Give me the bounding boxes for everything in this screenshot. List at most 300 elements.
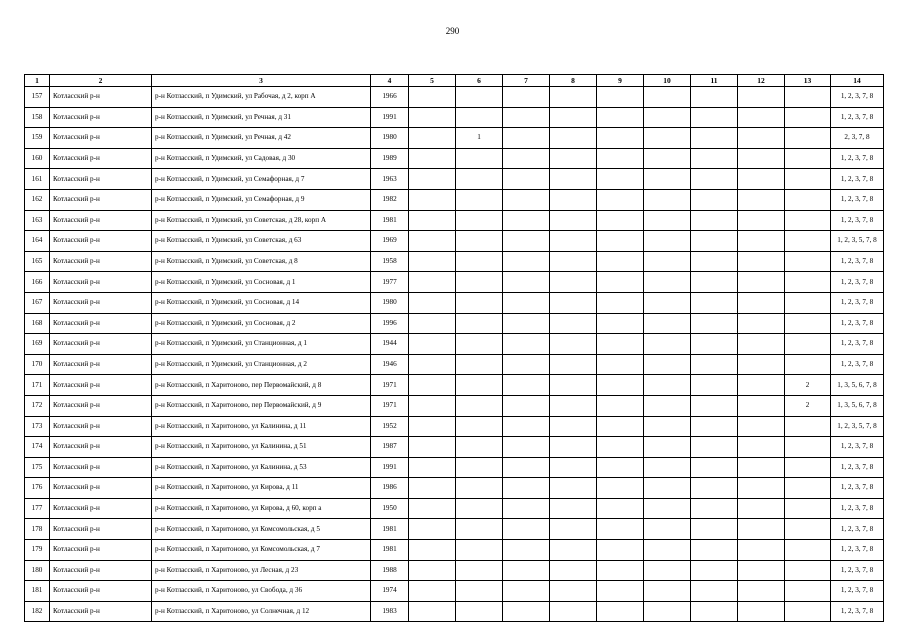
cell-col-7 <box>503 169 550 190</box>
cell-col-11 <box>691 169 738 190</box>
table-row <box>25 540 884 561</box>
cell-col-8 <box>550 272 597 293</box>
cell-col-1: 178 <box>25 519 50 540</box>
cell-col-1: 157 <box>25 87 50 108</box>
cell-col-1: 163 <box>25 210 50 231</box>
cell-col-7 <box>503 87 550 108</box>
cell-col-13 <box>785 251 831 272</box>
cell-col-4: 1981 <box>371 540 409 561</box>
cell-col-1: 168 <box>25 313 50 334</box>
cell-col-3: р-н Котласский, п Харитоново, ул Калинина, д 11 <box>152 416 371 437</box>
cell-col-4: 1980 <box>371 128 409 149</box>
cell-col-4: 1980 <box>371 292 409 313</box>
cell-col-12 <box>738 581 785 602</box>
cell-col-8 <box>550 334 597 355</box>
cell-col-1: 177 <box>25 498 50 519</box>
cell-col-12 <box>738 128 785 149</box>
cell-col-12 <box>738 601 785 622</box>
cell-col-2: Котласский р-н <box>50 128 152 149</box>
cell-col-2: Котласский р-н <box>50 416 152 437</box>
column-header-10: 10 <box>644 75 691 87</box>
cell-col-3: р-н Котласский, п Удимский, ул Рабочая, д 2, корп А <box>152 87 371 108</box>
cell-col-14: 1, 2, 3, 7, 8 <box>831 457 884 478</box>
cell-col-13 <box>785 416 831 437</box>
cell-col-2: Котласский р-н <box>50 169 152 190</box>
cell-col-7 <box>503 334 550 355</box>
cell-col-2: Котласский р-н <box>50 395 152 416</box>
table-row <box>25 210 884 231</box>
cell-col-6 <box>456 457 503 478</box>
cell-col-7 <box>503 313 550 334</box>
cell-col-9 <box>597 437 644 458</box>
cell-col-11 <box>691 437 738 458</box>
cell-col-1: 160 <box>25 148 50 169</box>
table-row <box>25 169 884 190</box>
cell-col-5 <box>409 437 456 458</box>
cell-col-9 <box>597 416 644 437</box>
cell-col-4: 1958 <box>371 251 409 272</box>
cell-col-7 <box>503 437 550 458</box>
table-row <box>25 148 884 169</box>
cell-col-10 <box>644 581 691 602</box>
cell-col-9 <box>597 395 644 416</box>
cell-col-9 <box>597 540 644 561</box>
cell-col-7 <box>503 416 550 437</box>
cell-col-4: 1971 <box>371 395 409 416</box>
cell-col-4: 1971 <box>371 375 409 396</box>
cell-col-13 <box>785 107 831 128</box>
cell-col-2: Котласский р-н <box>50 375 152 396</box>
cell-col-12 <box>738 498 785 519</box>
cell-col-5 <box>409 231 456 252</box>
cell-col-5 <box>409 169 456 190</box>
cell-col-11 <box>691 148 738 169</box>
cell-col-13 <box>785 169 831 190</box>
cell-col-13 <box>785 210 831 231</box>
cell-col-14: 1, 2, 3, 7, 8 <box>831 601 884 622</box>
cell-col-14: 1, 2, 3, 7, 8 <box>831 251 884 272</box>
column-header-7: 7 <box>503 75 550 87</box>
cell-col-12 <box>738 540 785 561</box>
cell-col-9 <box>597 128 644 149</box>
cell-col-9 <box>597 313 644 334</box>
cell-col-6 <box>456 601 503 622</box>
cell-col-4: 1982 <box>371 189 409 210</box>
cell-col-3: р-н Котласский, п Харитоново, ул Кирова, д 60, корп а <box>152 498 371 519</box>
cell-col-9 <box>597 498 644 519</box>
cell-col-9 <box>597 375 644 396</box>
cell-col-6 <box>456 251 503 272</box>
cell-col-3: р-н Котласский, п Удимский, ул Речная, д 31 <box>152 107 371 128</box>
cell-col-12 <box>738 375 785 396</box>
cell-col-12 <box>738 519 785 540</box>
cell-col-5 <box>409 87 456 108</box>
cell-col-4: 1987 <box>371 437 409 458</box>
cell-col-7 <box>503 375 550 396</box>
table-row <box>25 107 884 128</box>
cell-col-4: 1952 <box>371 416 409 437</box>
cell-col-2: Котласский р-н <box>50 498 152 519</box>
cell-col-6 <box>456 416 503 437</box>
cell-col-10 <box>644 272 691 293</box>
cell-col-3: р-н Котласский, п Удимский, ул Станционная, д 2 <box>152 354 371 375</box>
cell-col-6 <box>456 313 503 334</box>
cell-col-1: 169 <box>25 334 50 355</box>
cell-col-6 <box>456 540 503 561</box>
cell-col-5 <box>409 210 456 231</box>
cell-col-1: 173 <box>25 416 50 437</box>
cell-col-7 <box>503 354 550 375</box>
cell-col-6 <box>456 354 503 375</box>
cell-col-14: 1, 2, 3, 7, 8 <box>831 189 884 210</box>
cell-col-10 <box>644 478 691 499</box>
cell-col-12 <box>738 457 785 478</box>
cell-col-14: 1, 2, 3, 7, 8 <box>831 148 884 169</box>
cell-col-10 <box>644 416 691 437</box>
cell-col-14: 1, 2, 3, 7, 8 <box>831 87 884 108</box>
cell-col-7 <box>503 519 550 540</box>
cell-col-8 <box>550 519 597 540</box>
cell-col-6 <box>456 107 503 128</box>
page-number: 290 <box>445 26 460 36</box>
cell-col-13 <box>785 560 831 581</box>
cell-col-5 <box>409 601 456 622</box>
cell-col-8 <box>550 251 597 272</box>
cell-col-3: р-н Котласский, п Харитоново, пер Первомайский, д 8 <box>152 375 371 396</box>
column-header-3: 3 <box>152 75 371 87</box>
cell-col-11 <box>691 498 738 519</box>
cell-col-10 <box>644 189 691 210</box>
cell-col-10 <box>644 560 691 581</box>
cell-col-1: 166 <box>25 272 50 293</box>
cell-col-9 <box>597 581 644 602</box>
cell-col-12 <box>738 251 785 272</box>
cell-col-11 <box>691 87 738 108</box>
column-header-4: 4 <box>371 75 409 87</box>
cell-col-11 <box>691 519 738 540</box>
cell-col-2: Котласский р-н <box>50 354 152 375</box>
header-row <box>25 75 884 87</box>
cell-col-8 <box>550 395 597 416</box>
cell-col-13 <box>785 87 831 108</box>
cell-col-1: 170 <box>25 354 50 375</box>
cell-col-5 <box>409 128 456 149</box>
cell-col-11 <box>691 107 738 128</box>
cell-col-14: 1, 2, 3, 7, 8 <box>831 498 884 519</box>
cell-col-14: 1, 2, 3, 7, 8 <box>831 478 884 499</box>
cell-col-2: Котласский р-н <box>50 519 152 540</box>
cell-col-6 <box>456 272 503 293</box>
register-table <box>24 74 884 622</box>
cell-col-10 <box>644 437 691 458</box>
cell-col-9 <box>597 87 644 108</box>
cell-col-8 <box>550 478 597 499</box>
cell-col-6 <box>456 375 503 396</box>
cell-col-5 <box>409 581 456 602</box>
cell-col-10 <box>644 601 691 622</box>
cell-col-13 <box>785 272 831 293</box>
cell-col-6 <box>456 231 503 252</box>
cell-col-12 <box>738 231 785 252</box>
cell-col-14: 1, 3, 5, 6, 7, 8 <box>831 375 884 396</box>
cell-col-11 <box>691 128 738 149</box>
cell-col-9 <box>597 189 644 210</box>
cell-col-13 <box>785 354 831 375</box>
cell-col-5 <box>409 272 456 293</box>
cell-col-3: р-н Котласский, п Удимский, ул Станционная, д 1 <box>152 334 371 355</box>
cell-col-7 <box>503 457 550 478</box>
cell-col-4: 1989 <box>371 148 409 169</box>
cell-col-6 <box>456 519 503 540</box>
cell-col-4: 1986 <box>371 478 409 499</box>
table-row <box>25 560 884 581</box>
cell-col-6: 1 <box>456 128 503 149</box>
cell-col-4: 1969 <box>371 231 409 252</box>
table-row <box>25 581 884 602</box>
cell-col-1: 181 <box>25 581 50 602</box>
column-header-5: 5 <box>409 75 456 87</box>
cell-col-2: Котласский р-н <box>50 87 152 108</box>
cell-col-6 <box>456 169 503 190</box>
cell-col-10 <box>644 498 691 519</box>
cell-col-6 <box>456 498 503 519</box>
cell-col-9 <box>597 478 644 499</box>
cell-col-12 <box>738 334 785 355</box>
cell-col-11 <box>691 313 738 334</box>
cell-col-4: 1988 <box>371 560 409 581</box>
cell-col-12 <box>738 210 785 231</box>
cell-col-10 <box>644 354 691 375</box>
cell-col-3: р-н Котласский, п Удимский, ул Сосновая, д 14 <box>152 292 371 313</box>
cell-col-4: 1977 <box>371 272 409 293</box>
cell-col-13: 2 <box>785 375 831 396</box>
cell-col-2: Котласский р-н <box>50 334 152 355</box>
cell-col-3: р-н Котласский, п Удимский, ул Советская, д 8 <box>152 251 371 272</box>
cell-col-5 <box>409 540 456 561</box>
cell-col-10 <box>644 128 691 149</box>
cell-col-12 <box>738 560 785 581</box>
cell-col-3: р-н Котласский, п Удимский, ул Семафорная, д 7 <box>152 169 371 190</box>
cell-col-6 <box>456 560 503 581</box>
cell-col-6 <box>456 478 503 499</box>
cell-col-14: 1, 3, 5, 6, 7, 8 <box>831 395 884 416</box>
cell-col-11 <box>691 478 738 499</box>
cell-col-2: Котласский р-н <box>50 478 152 499</box>
cell-col-7 <box>503 231 550 252</box>
cell-col-2: Котласский р-н <box>50 231 152 252</box>
column-header-6: 6 <box>456 75 503 87</box>
cell-col-2: Котласский р-н <box>50 210 152 231</box>
cell-col-4: 1983 <box>371 601 409 622</box>
cell-col-13 <box>785 498 831 519</box>
cell-col-8 <box>550 354 597 375</box>
cell-col-13 <box>785 437 831 458</box>
cell-col-9 <box>597 457 644 478</box>
cell-col-1: 179 <box>25 540 50 561</box>
cell-col-14: 1, 2, 3, 7, 8 <box>831 581 884 602</box>
cell-col-5 <box>409 375 456 396</box>
cell-col-14: 1, 2, 3, 7, 8 <box>831 334 884 355</box>
cell-col-4: 1963 <box>371 169 409 190</box>
cell-col-14: 1, 2, 3, 7, 8 <box>831 292 884 313</box>
cell-col-12 <box>738 395 785 416</box>
cell-col-7 <box>503 107 550 128</box>
cell-col-3: р-н Котласский, п Харитоново, пер Первомайский, д 9 <box>152 395 371 416</box>
cell-col-3: р-н Котласский, п Удимский, ул Сосновая, д 1 <box>152 272 371 293</box>
cell-col-13 <box>785 581 831 602</box>
cell-col-5 <box>409 148 456 169</box>
cell-col-6 <box>456 148 503 169</box>
cell-col-9 <box>597 272 644 293</box>
cell-col-9 <box>597 292 644 313</box>
cell-col-2: Котласский р-н <box>50 313 152 334</box>
cell-col-3: р-н Котласский, п Харитоново, ул Кирова, д 11 <box>152 478 371 499</box>
cell-col-14: 1, 2, 3, 7, 8 <box>831 313 884 334</box>
cell-col-8 <box>550 231 597 252</box>
cell-col-8 <box>550 292 597 313</box>
cell-col-11 <box>691 292 738 313</box>
cell-col-10 <box>644 169 691 190</box>
cell-col-14: 1, 2, 3, 7, 8 <box>831 107 884 128</box>
cell-col-12 <box>738 148 785 169</box>
cell-col-5 <box>409 498 456 519</box>
cell-col-10 <box>644 395 691 416</box>
cell-col-1: 167 <box>25 292 50 313</box>
cell-col-13 <box>785 148 831 169</box>
cell-col-8 <box>550 560 597 581</box>
cell-col-13 <box>785 231 831 252</box>
cell-col-2: Котласский р-н <box>50 148 152 169</box>
cell-col-13 <box>785 540 831 561</box>
cell-col-3: р-н Котласский, п Харитоново, ул Комсомольская, д 7 <box>152 540 371 561</box>
column-header-11: 11 <box>691 75 738 87</box>
cell-col-11 <box>691 334 738 355</box>
cell-col-9 <box>597 148 644 169</box>
cell-col-10 <box>644 87 691 108</box>
cell-col-11 <box>691 395 738 416</box>
cell-col-8 <box>550 210 597 231</box>
cell-col-12 <box>738 169 785 190</box>
table-row <box>25 457 884 478</box>
cell-col-8 <box>550 128 597 149</box>
cell-col-5 <box>409 457 456 478</box>
cell-col-7 <box>503 292 550 313</box>
table-row <box>25 375 884 396</box>
cell-col-1: 180 <box>25 560 50 581</box>
cell-col-7 <box>503 148 550 169</box>
cell-col-1: 174 <box>25 437 50 458</box>
cell-col-6 <box>456 334 503 355</box>
cell-col-9 <box>597 231 644 252</box>
cell-col-12 <box>738 87 785 108</box>
column-header-13: 13 <box>785 75 831 87</box>
cell-col-8 <box>550 437 597 458</box>
cell-col-4: 1991 <box>371 107 409 128</box>
cell-col-8 <box>550 313 597 334</box>
table-row <box>25 395 884 416</box>
cell-col-8 <box>550 540 597 561</box>
cell-col-4: 1996 <box>371 313 409 334</box>
cell-col-9 <box>597 251 644 272</box>
cell-col-2: Котласский р-н <box>50 292 152 313</box>
cell-col-11 <box>691 601 738 622</box>
cell-col-11 <box>691 231 738 252</box>
cell-col-5 <box>409 478 456 499</box>
cell-col-7 <box>503 498 550 519</box>
cell-col-6 <box>456 210 503 231</box>
cell-col-4: 1966 <box>371 87 409 108</box>
cell-col-5 <box>409 292 456 313</box>
table-row <box>25 416 884 437</box>
cell-col-4: 1981 <box>371 210 409 231</box>
cell-col-10 <box>644 251 691 272</box>
cell-col-7 <box>503 540 550 561</box>
cell-col-13 <box>785 189 831 210</box>
cell-col-3: р-н Котласский, п Харитоново, ул Калинина, д 51 <box>152 437 371 458</box>
cell-col-2: Котласский р-н <box>50 272 152 293</box>
cell-col-3: р-н Котласский, п Харитоново, ул Калинина, д 53 <box>152 457 371 478</box>
cell-col-8 <box>550 375 597 396</box>
cell-col-12 <box>738 437 785 458</box>
cell-col-14: 1, 2, 3, 7, 8 <box>831 437 884 458</box>
cell-col-3: р-н Котласский, п Харитоново, ул Лесная, д 23 <box>152 560 371 581</box>
cell-col-5 <box>409 107 456 128</box>
cell-col-7 <box>503 128 550 149</box>
table-row <box>25 354 884 375</box>
cell-col-1: 176 <box>25 478 50 499</box>
cell-col-8 <box>550 87 597 108</box>
cell-col-14: 1, 2, 3, 5, 7, 8 <box>831 416 884 437</box>
cell-col-11 <box>691 581 738 602</box>
cell-col-8 <box>550 189 597 210</box>
column-header-9: 9 <box>597 75 644 87</box>
cell-col-14: 1, 2, 3, 7, 8 <box>831 560 884 581</box>
cell-col-5 <box>409 395 456 416</box>
cell-col-8 <box>550 169 597 190</box>
cell-col-5 <box>409 189 456 210</box>
table-row <box>25 128 884 149</box>
cell-col-5 <box>409 251 456 272</box>
cell-col-5 <box>409 519 456 540</box>
cell-col-3: р-н Котласский, п Харитоново, ул Свобода, д 36 <box>152 581 371 602</box>
cell-col-9 <box>597 601 644 622</box>
cell-col-1: 182 <box>25 601 50 622</box>
cell-col-1: 158 <box>25 107 50 128</box>
cell-col-2: Котласский р-н <box>50 540 152 561</box>
cell-col-2: Котласский р-н <box>50 601 152 622</box>
cell-col-8 <box>550 601 597 622</box>
cell-col-14: 1, 2, 3, 7, 8 <box>831 519 884 540</box>
cell-col-12 <box>738 272 785 293</box>
cell-col-8 <box>550 457 597 478</box>
cell-col-7 <box>503 251 550 272</box>
cell-col-2: Котласский р-н <box>50 457 152 478</box>
cell-col-6 <box>456 87 503 108</box>
cell-col-10 <box>644 457 691 478</box>
column-header-2: 2 <box>50 75 152 87</box>
cell-col-7 <box>503 272 550 293</box>
table-row <box>25 272 884 293</box>
cell-col-6 <box>456 395 503 416</box>
cell-col-6 <box>456 581 503 602</box>
cell-col-10 <box>644 519 691 540</box>
cell-col-2: Котласский р-н <box>50 560 152 581</box>
table-row <box>25 601 884 622</box>
cell-col-9 <box>597 354 644 375</box>
cell-col-10 <box>644 540 691 561</box>
table-row <box>25 519 884 540</box>
cell-col-14: 1, 2, 3, 7, 8 <box>831 210 884 231</box>
